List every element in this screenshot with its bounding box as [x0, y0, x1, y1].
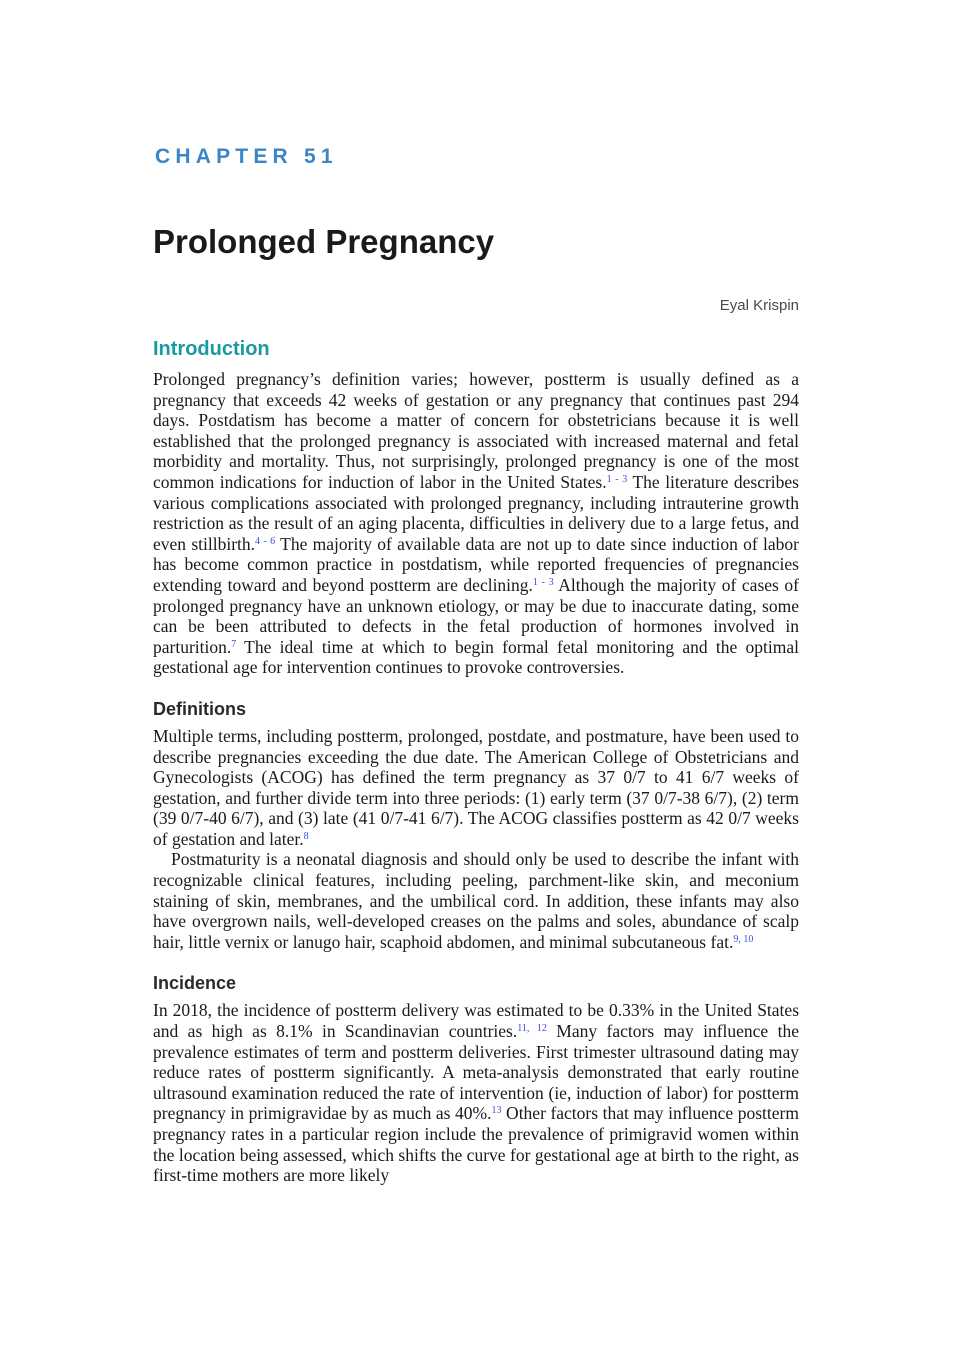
section-heading: Introduction [153, 338, 270, 360]
text-run: Many factors may influence the prevalence estimates of term and postterm deliveries. First trimester ultrasound dating may reduce rates of postterm significantly. A meta-analysis demonstrated that early routine ultrasound examination reduced the rate of intervention (ie, induction of labor) for postterm pregnancy in primigravidae by as much as 40%. [153, 1021, 799, 1124]
section-heading: Definitions [153, 698, 246, 719]
body-paragraph [153, 726, 799, 850]
section-heading: Incidence [153, 973, 237, 994]
citation-link[interactable]: 4 - 6 [255, 535, 276, 547]
citation-link[interactable]: 9, 10 [733, 933, 754, 945]
author-name: Eyal Krispin [719, 297, 799, 314]
citation-link[interactable]: 1 - 3 [532, 576, 554, 588]
text-run: Although the majority of cases of prolonged pregnancy have an unknown etiology, or may be due to inaccurate dating, some can be been attributed to defects in the fetal production of hormones involved in parturition. [153, 574, 799, 657]
text-run: Prolonged pregnancy’s definition varies; however, postterm is usually defined as a pregnancy that exceeds 42 weeks of gestation or any pregnancy that continues past 294 days. Postdatism has become a matter of concern for obstetricians because it is well established that the prolonged pregnancy is associated with increased maternal and fetal morbidity and mortality. Thus, not surprisingly, prolonged pregnancy is one of the most common indications for induction of labor in the United States. [153, 369, 799, 492]
text-run: Postmaturity is a neonatal diagnosis and should only be used to describe the infant with recognizable clinical features, including peeling, parchment-like skin, and meconium staining of skin, membranes, and the umbilical cord. In addition, these infants may also have overgrown nails, well-developed creases on the palms and soles, abundance of scalp hair, little vernix or lanugo hair, scaphoid abdomen, and minimal subcutaneous fat. [153, 849, 799, 952]
text-run: The literature describes various complications associated with prolonged pregnancy, including intrauterine growth restriction as the result of an aging placenta, difficulties in delivery due to a large fetus, and even stillbirth. [153, 471, 799, 554]
text-run: In 2018, the incidence of postterm delivery was estimated to be 0.33% in the United States and as high as 8.1% in Scandinavian countries. [153, 1000, 799, 1042]
body-paragraph [153, 369, 799, 678]
section-definitions [153, 697, 799, 953]
body-paragraph [153, 849, 799, 952]
text-run: The ideal time at which to begin formal fetal monitoring and the optimal gestational age for intervention continues to provoke controversies. [153, 636, 799, 678]
citation-link[interactable]: 8 [303, 830, 309, 842]
text-run: Other factors that may influence postterm pregnancy rates in a particular region include the prevalence of primigravid women within the location being assessed, which shifts the curve for gestational age at birth to the right, as first-time mothers are more likely [153, 1103, 799, 1186]
citation-link[interactable]: 11, 12 [517, 1023, 547, 1035]
chapter-title: Prolonged Pregnancy [153, 223, 495, 260]
citation-link[interactable]: 1 - 3 [606, 473, 628, 485]
chapter-number: CHAPTER 51 [155, 145, 338, 168]
body-paragraph [153, 1000, 799, 1185]
text-run: Multiple terms, including postterm, prolonged, postdate, and postmature, have been used to describe pregnancies exceeding the due date. The American College of Obstetricians and Gynecologists (ACOG) has defined the term pregnancy as 37 0/7 to 41 6/7 weeks of gestation, and further divide term into three periods: (1) early term (37 0/7-38 6/7), (2) term (39 0/7-40 6/7), and (3) late (41 0/7-41 6/7). The ACOG classifies postterm as 42 0/7 weeks of gestation and later. [153, 725, 799, 849]
citation-link[interactable]: 13 [491, 1105, 502, 1117]
section-incidence [153, 971, 799, 1185]
section-introduction [153, 336, 799, 678]
chapter-body [153, 336, 799, 1205]
text-run: The majority of available data are not up to date since induction of labor has become common practice in postdatism, while reported frequencies of pregnancies extending toward and beyond postterm are declining. [153, 533, 799, 595]
citation-link[interactable]: 7 [231, 638, 237, 650]
